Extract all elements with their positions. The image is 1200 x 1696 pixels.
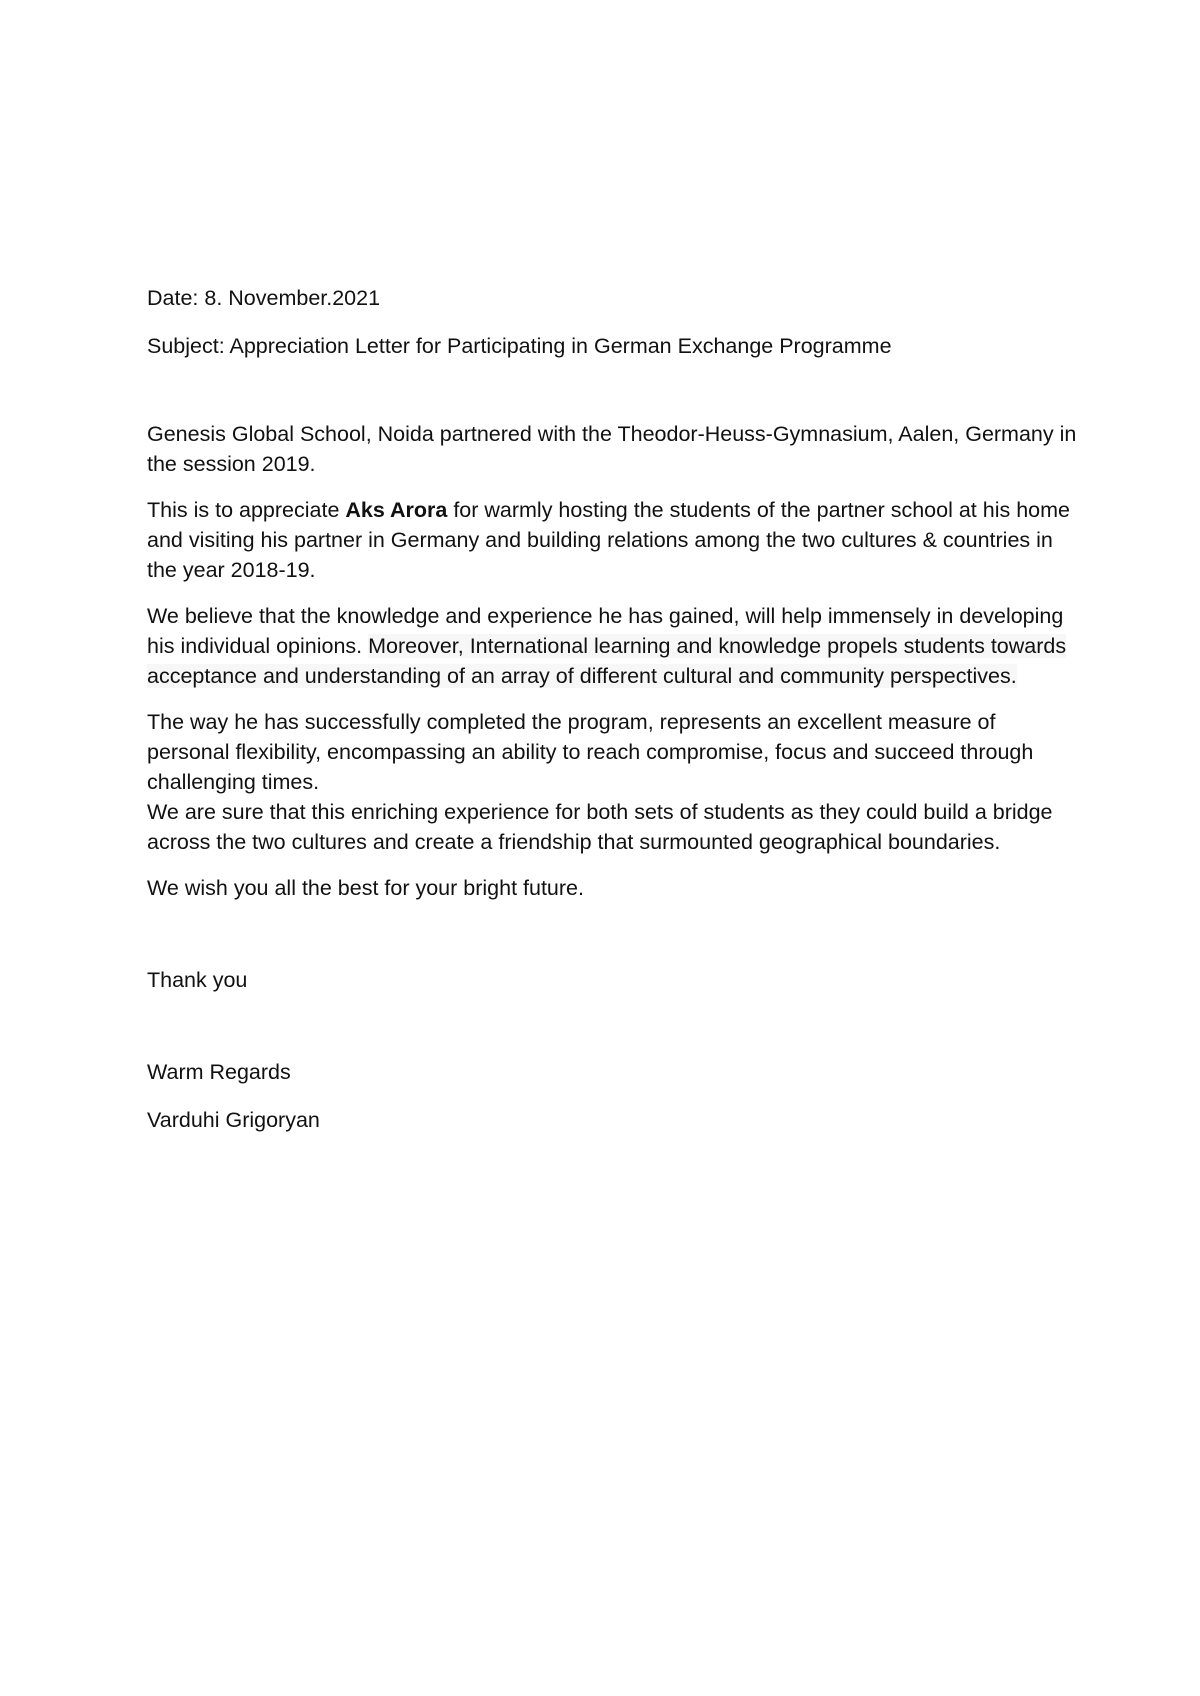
letter-regards: Warm Regards (147, 1060, 291, 1084)
paragraph-wishes: We wish you all the best for your bright future. (147, 876, 584, 900)
student-name: Aks Arora (345, 498, 448, 522)
letter-body (147, 283, 1077, 1151)
letter-date: Date: 8. November.2021 (147, 286, 381, 310)
paragraph-program: The way he has successfully completed the program, represents an excellent measure of personal flexibility, encompassing an ability to reach compromise, focus and succeed through challenging times. (147, 710, 1034, 794)
paragraph-experience: We are sure that this enriching experience for both sets of students as they could build a bridge across the two cultures and create a friendship that surmounted geographical boundaries. (147, 800, 1053, 854)
paragraph-appreciation-rest: for warmly hosting the students of the partner school at his home and visiting his partner in Germany and building relations among the two cultures & countries in the year 2018-19. (147, 498, 1070, 582)
letter-thanks: Thank you (147, 968, 248, 992)
paragraph-partnership: Genesis Global School, Noida partnered with the Theodor-Heuss-Gymnasium, Aalen, Germany in the session 2019. (147, 422, 1077, 476)
paragraph-appreciation (147, 495, 1077, 585)
paragraph-belief-highlighted: Moreover, International learning and knowledge propels students towards acceptance and understanding of an array of different cultural and community perspectives. (147, 634, 1067, 688)
paragraph-belief (147, 601, 1077, 691)
paragraph-appreciation-intro: This is to appreciate (147, 498, 346, 522)
letter-subject: Subject: Appreciation Letter for Participating in German Exchange Programme (147, 334, 892, 358)
paragraph-belief-part1: We believe that the knowledge and experience he has gained, will help immensely in developing his individual opinions. (147, 604, 1064, 658)
letter-signatory: Varduhi Grigoryan (147, 1108, 320, 1132)
